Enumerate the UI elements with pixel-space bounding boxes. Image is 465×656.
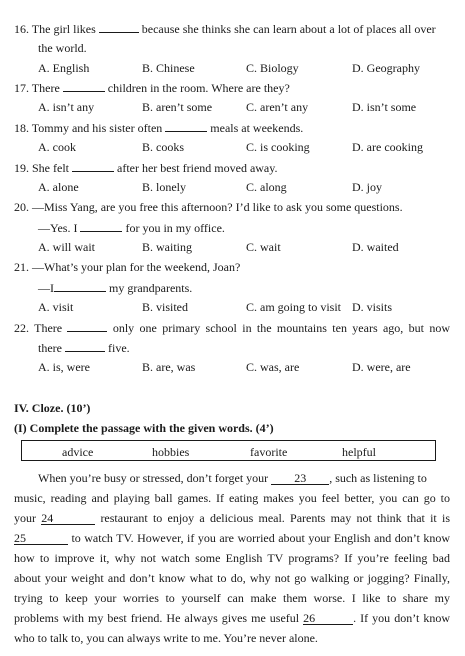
- q19-stem: 19. She felt after her best friend moved away.: [14, 161, 278, 175]
- q16-option-b[interactable]: B. Chinese: [142, 61, 195, 75]
- passage-line-8: problems with my best friend. He always gives me useful 26 . If you don’t know: [14, 611, 451, 625]
- q19-option-a[interactable]: A. alone: [38, 180, 79, 194]
- q22-option-a[interactable]: A. is, were: [38, 360, 90, 374]
- q20-reply: —Yes. I for you in my office.: [38, 221, 225, 235]
- passage-line-7: trying to keep your worries to yourself can make them worse. I like to share my: [14, 591, 450, 605]
- answer-blank[interactable]: [54, 280, 106, 292]
- q20-option-b[interactable]: B. waiting: [142, 240, 192, 254]
- blank-24[interactable]: 24: [41, 512, 95, 525]
- q18-option-b[interactable]: B. cooks: [142, 140, 184, 154]
- answer-blank[interactable]: [67, 320, 107, 332]
- blank-23[interactable]: 23: [271, 472, 329, 485]
- answer-blank[interactable]: [65, 340, 105, 352]
- answer-blank[interactable]: [63, 80, 105, 92]
- q16-stem-cont: the world.: [38, 41, 87, 55]
- section-subtitle: (I) Complete the passage with the given words. (4’): [14, 421, 274, 435]
- q22-option-c[interactable]: C. was, are: [246, 360, 300, 374]
- q16-option-a[interactable]: A. English: [38, 61, 90, 75]
- blank-26[interactable]: 26: [303, 612, 353, 625]
- q18-option-a[interactable]: A. cook: [38, 140, 76, 154]
- passage-line-2: music, reading and playing ball games. If eating makes you feel better, you can go to: [14, 491, 450, 505]
- q22-stem-cont: there five.: [38, 341, 130, 355]
- q17-stem: 17. There children in the room. Where are they?: [14, 81, 290, 95]
- answer-blank[interactable]: [72, 160, 114, 172]
- passage-line-5: how to improve it, why not watch some English TV programs? If you’re feeling bad: [14, 551, 450, 565]
- q22-option-d[interactable]: D. were, are: [352, 360, 411, 374]
- q17-option-d[interactable]: D. isn’t some: [352, 100, 417, 114]
- passage-line-3: your 24 restaurant to enjoy a delicious meal. Parents may not think that it is: [14, 511, 450, 525]
- passage-line-1: When you’re busy or stressed, don’t forget your 23 , such as listening to: [38, 471, 427, 485]
- word-hobbies: hobbies: [152, 445, 190, 459]
- q18-option-d[interactable]: D. are cooking: [352, 140, 423, 154]
- q21-stem: 21. —What’s your plan for the weekend, Joan?: [14, 260, 241, 274]
- q21-reply: —I my grandparents.: [38, 281, 193, 295]
- q20-option-d[interactable]: D. waited: [352, 240, 399, 254]
- word-helpful: helpful: [342, 445, 376, 459]
- q21-option-d[interactable]: D. visits: [352, 300, 393, 314]
- q20-stem: 20. —Miss Yang, are you free this afternoon? I’d like to ask you some questions.: [14, 200, 403, 214]
- q16-stem: 16. The girl likes because she thinks she can learn about a lot of places all over: [14, 22, 436, 36]
- q17-option-a[interactable]: A. isn’t any: [38, 100, 95, 114]
- q17-option-b[interactable]: B. aren’t some: [142, 100, 213, 114]
- q22-option-b[interactable]: B. are, was: [142, 360, 196, 374]
- answer-blank[interactable]: [99, 21, 139, 33]
- q19-option-b[interactable]: B. lonely: [142, 180, 186, 194]
- passage-line-4: 25 to watch TV. However, if you are worried about your English and don’t know: [14, 531, 450, 545]
- q21-option-c[interactable]: C. am going to visit: [246, 300, 342, 314]
- q19-option-d[interactable]: D. joy: [352, 180, 382, 194]
- q20-option-c[interactable]: C. wait: [246, 240, 281, 254]
- q17-option-c[interactable]: C. aren’t any: [246, 100, 309, 114]
- answer-blank[interactable]: [80, 220, 122, 232]
- word-advice: advice: [62, 445, 94, 459]
- q16-option-d[interactable]: D. Geography: [352, 61, 420, 75]
- q16-option-c[interactable]: C. Biology: [246, 61, 299, 75]
- answer-blank[interactable]: [165, 120, 207, 132]
- q19-option-c[interactable]: C. along: [246, 180, 287, 194]
- blank-25[interactable]: 25: [14, 532, 68, 545]
- passage-line-9: who to talk to, you can always write to me. You’re never alone.: [14, 631, 318, 645]
- q20-option-a[interactable]: A. will wait: [38, 240, 95, 254]
- q18-option-c[interactable]: C. is cooking: [246, 140, 310, 154]
- section-title: IV. Cloze. (10’): [14, 401, 91, 415]
- q18-stem: 18. Tommy and his sister often meals at weekends.: [14, 121, 304, 135]
- passage-line-6: about your weight and don’t know what to do, why not go walking or jogging? Finally,: [14, 571, 450, 585]
- q21-option-a[interactable]: A. visit: [38, 300, 74, 314]
- q21-option-b[interactable]: B. visited: [142, 300, 189, 314]
- word-favorite: favorite: [250, 445, 288, 459]
- q22-stem: 22. There only one primary school in the mountains ten years ago, but now: [14, 321, 450, 335]
